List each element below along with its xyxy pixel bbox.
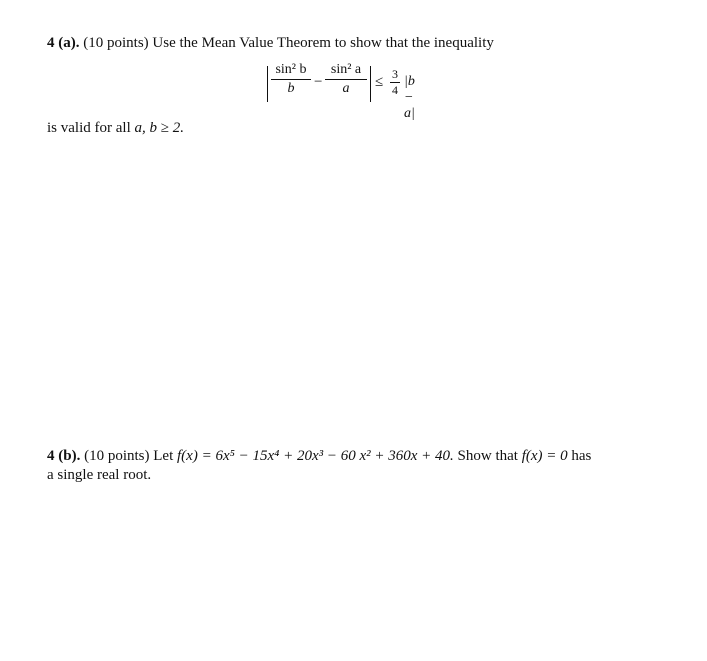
fraction-three-quarters <box>390 68 400 97</box>
problem-4a-points: (10 points) <box>83 35 149 51</box>
problem-4b-continuation: a single real root. <box>47 467 152 483</box>
problem-4b-prompt <box>47 447 591 465</box>
fraction-sin2a-over-a <box>325 62 367 97</box>
problem-4b-points: (10 points) <box>84 448 150 464</box>
abs-b-minus-a: |b − a| <box>404 74 415 121</box>
fraction-sin2b-over-b <box>271 62 311 97</box>
abs-bar-left <box>267 66 268 102</box>
minus-sign: − <box>314 74 323 90</box>
problem-4a-label: 4 (a). <box>47 35 80 51</box>
problem-4b-lead: Let <box>153 448 174 464</box>
fraction-denominator: a <box>342 81 350 96</box>
fraction-denominator: b <box>287 81 295 96</box>
has-text: has <box>571 448 592 464</box>
fraction-denominator: 4 <box>392 83 398 97</box>
fraction-numerator: sin² a <box>330 62 362 77</box>
problem-4a-statement: Use the Mean Value Theorem to show that the inequality <box>152 35 494 51</box>
condition-text: is valid for all <box>47 120 131 136</box>
problem-4a-condition <box>47 119 184 137</box>
show-text: Show that <box>457 448 518 464</box>
condition-math: a, b ≥ 2. <box>134 120 184 136</box>
root-equation: f(x) = 0 <box>521 448 568 464</box>
fraction-numerator: sin² b <box>275 62 307 77</box>
abs-bar-right <box>370 66 371 102</box>
problem-4b-label: 4 (b). <box>47 448 81 464</box>
less-equal-sign: ≤ <box>375 74 384 90</box>
fraction-bar <box>325 79 367 80</box>
function-definition: f(x) = 6x⁵ − 15x⁴ + 20x³ − 60 x² + 360x + 40. <box>177 448 454 464</box>
fraction-bar <box>271 79 311 80</box>
fraction-numerator: 3 <box>392 67 398 81</box>
problem-4a-prompt <box>47 34 494 52</box>
